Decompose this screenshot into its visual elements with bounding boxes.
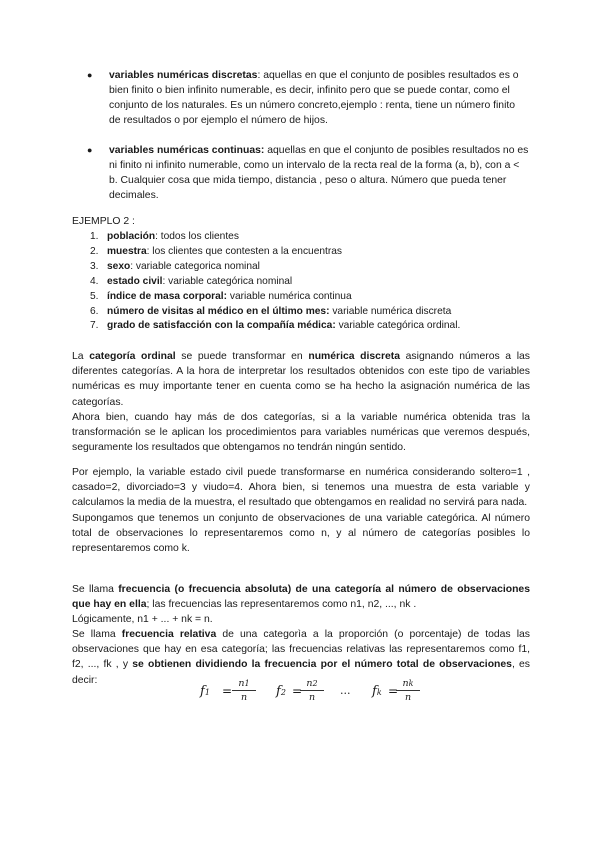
formula-symbol: f bbox=[276, 684, 281, 699]
bullet-item-discretas bbox=[87, 68, 529, 128]
paragraph-text: se puede transformar en bbox=[175, 351, 309, 362]
paragraph-text: de una categorìa a la proporción (o porcentaje) de todas las observaciones que hay en esa categoría; las frecuencias relativas las representaremos como f1, f2, ..., fk , y bbox=[72, 629, 530, 671]
list-item bbox=[90, 319, 530, 334]
list-text: : variable categorica nominal bbox=[130, 260, 260, 272]
list-item bbox=[90, 245, 530, 260]
list-text: : variable categórica nominal bbox=[162, 275, 293, 287]
list-term: muestra bbox=[107, 245, 147, 257]
paragraph-bold: frecuencia relativa bbox=[121, 629, 217, 640]
list-text: variable categórica ordinal. bbox=[335, 320, 461, 332]
paragraph-text: Supongamos que tenemos un conjunto de observaciones de una variable categórica. Al número total de observaciones lo representaremos como n, y al número de categorías posibles lo representaremos como k. bbox=[72, 512, 530, 555]
list-term: índice de masa corporal: bbox=[107, 290, 228, 302]
list-item bbox=[90, 305, 530, 320]
paragraph-bold: se obtienen dividiendo la frecuencia por el número total de observaciones bbox=[132, 659, 512, 671]
list-text: : los clientes que contesten a la encuentras bbox=[146, 245, 343, 257]
list-term: grado de satisfacción con la compañía médica: bbox=[107, 320, 336, 332]
formula-numerator: n bbox=[402, 678, 409, 689]
list-number: 7. bbox=[90, 320, 99, 332]
bullet-text: : aquellas en que el conjunto de posibles resultados es o bien finito o bien infinito numerable, es decir, infinito pero que se puede contar, como el conjunto de los naturales. Es un número concreto,ejemplo : renta, tiene un número finito de resultados o por ejemplo el número de hijos. bbox=[109, 70, 519, 127]
list-term: población bbox=[107, 231, 156, 242]
paragraph-text: , es decir: bbox=[72, 659, 531, 686]
paragraph-bold: frecuencia (o frecuencia absoluta) de una categoría al número de observaciones que hay en ella bbox=[72, 584, 530, 611]
list-number: 5. bbox=[90, 290, 99, 302]
paragraph-text: Se llama bbox=[72, 584, 119, 595]
formula-numerator: n bbox=[306, 678, 313, 689]
relative-frequency-formula bbox=[200, 676, 430, 710]
formula-subscript: 2 bbox=[312, 679, 318, 688]
list-item bbox=[90, 260, 530, 275]
list-number: 1. bbox=[90, 231, 99, 242]
bullet-term: variables numéricas discretas bbox=[109, 70, 258, 81]
formula-symbol: f bbox=[372, 684, 377, 699]
list-number: 2. bbox=[90, 245, 99, 257]
paragraph-categoria-ordinal bbox=[72, 349, 530, 455]
paragraph-text: ; las frecuencias las representaremos como n1, n2, ..., nk . bbox=[146, 599, 417, 611]
list-item bbox=[90, 290, 530, 305]
ejemplo-list bbox=[90, 230, 530, 334]
paragraph-bold: categoría ordinal bbox=[89, 351, 176, 362]
paragraph-text: Se llama bbox=[72, 629, 122, 640]
paragraph-text: La bbox=[72, 351, 90, 362]
formula-fraction bbox=[396, 678, 420, 703]
formula-equals: = bbox=[292, 684, 303, 698]
bullet-dot-icon: ● bbox=[87, 145, 93, 155]
list-item bbox=[90, 275, 530, 290]
list-item bbox=[90, 230, 530, 245]
paragraph-frecuencia-absoluta bbox=[72, 582, 530, 628]
formula-subscript: k bbox=[376, 688, 382, 697]
paragraph-text: Lógicamente, n1 + ... + nk = n. bbox=[72, 614, 213, 626]
list-number: 6. bbox=[90, 305, 99, 317]
formula-subscript: k bbox=[408, 679, 414, 688]
formula-ellipsis: ... bbox=[340, 684, 351, 697]
list-number: 3. bbox=[90, 260, 99, 272]
list-text: variable numérica discreta bbox=[329, 305, 452, 317]
formula-denominator: n bbox=[404, 692, 412, 703]
list-text: variable numérica continua bbox=[227, 290, 352, 302]
formula-fraction bbox=[232, 678, 256, 703]
formula-subscript: 1 bbox=[244, 679, 250, 688]
bullet-term: variables numéricas continuas: bbox=[109, 145, 265, 156]
list-text: : todos los clientes bbox=[155, 231, 239, 242]
list-term: número de visitas al médico en el último mes: bbox=[107, 305, 330, 317]
paragraph-text: asignando números a las diferentes categorías. A la hora de interpretar los resultados obtenidos con este tipo de variables numéricas es muy importante tener en cuenta como se ha hecho la asignación numérica de las categorías. bbox=[72, 351, 530, 408]
list-term: estado civil bbox=[107, 275, 163, 287]
formula-symbol: f bbox=[200, 684, 205, 699]
formula-subscript: 2 bbox=[280, 688, 286, 697]
formula-denominator: n bbox=[308, 692, 316, 703]
formula-equals: = bbox=[222, 684, 233, 698]
formula-numerator: n bbox=[238, 678, 245, 689]
paragraph-text: Ahora bien, cuando hay más de dos categorías, si a la variable numérica obtenida tras la transformación se le aplican los procedimientos para variables numéricas que veremos después, seguramente los resultados que obtengamos no tendrán ningún sentido. bbox=[72, 411, 530, 454]
formula-fraction bbox=[300, 678, 324, 703]
paragraph-bold: numérica discreta bbox=[308, 351, 401, 362]
bullet-dot-icon: ● bbox=[87, 70, 93, 80]
formula-subscript: 1 bbox=[204, 688, 210, 697]
paragraph-estado-civil bbox=[72, 465, 530, 556]
formula-denominator: n bbox=[240, 692, 248, 703]
list-term: sexo bbox=[107, 260, 131, 272]
paragraph-text: Por ejemplo, la variable estado civil puede transformarse en numérica considerando soltero=1 , casado=2, divorciado=3 y viudo=4. Ahora bien, si tenemos una muestra de esta variable y calculamos la media de la muestra, el resultado que obtengamos en realidad no servirá para nada. bbox=[72, 467, 530, 509]
bullet-text: aquellas en que el conjunto de posibles resultados no es ni finito ni infinito numerable, como un intervalo de la recta real de la forma (a, b), con a < b. Cualquier cosa que mida tiempo, distancia , peso o altura. Número que pueda tener decimales. bbox=[109, 145, 529, 202]
formula-equals: = bbox=[388, 684, 399, 698]
ejemplo-heading: EJEMPLO 2 : bbox=[72, 216, 135, 227]
bullet-item-continuas bbox=[87, 143, 529, 203]
list-number: 4. bbox=[90, 275, 99, 287]
